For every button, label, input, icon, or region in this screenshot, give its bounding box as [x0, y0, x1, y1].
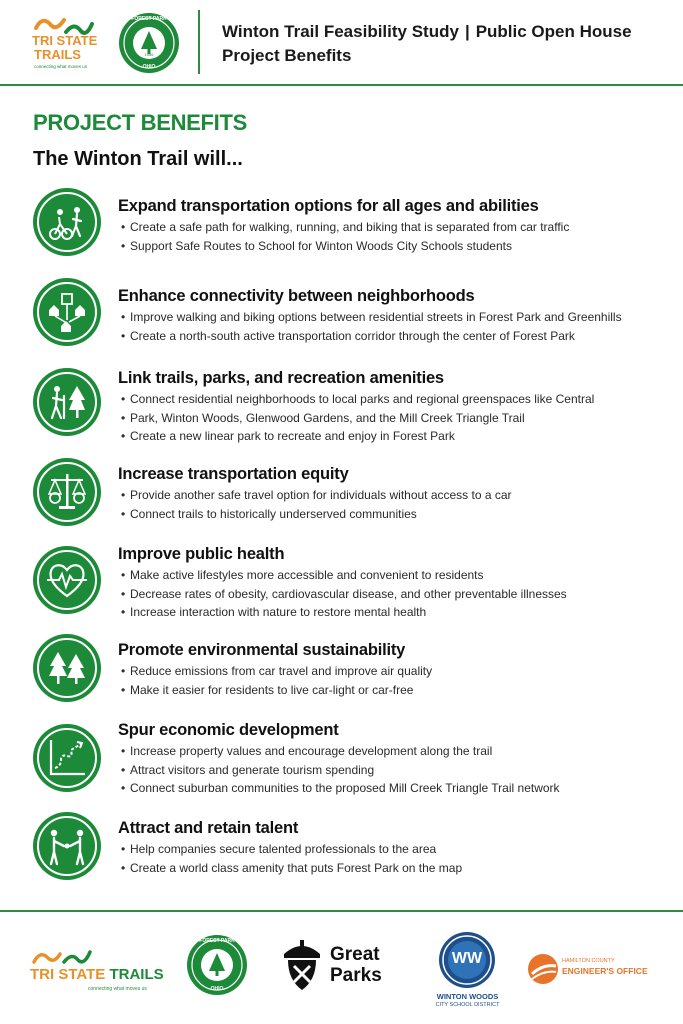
benefit-text: [118, 196, 673, 255]
winton-woods-logo: [420, 930, 515, 1010]
header-divider: [198, 10, 200, 74]
section-subtitle: The Winton Trail will...: [33, 148, 243, 170]
handshake-icon: [33, 812, 101, 880]
hc-county: HAMILTON COUNTY: [562, 958, 615, 964]
benefit-heading: Expand transportation options for all ages and abilities: [118, 197, 539, 215]
benefit-heading: Spur economic development: [118, 721, 339, 739]
header-title-event: Public Open House: [475, 22, 632, 41]
ww-district: CITY SCHOOL DISTRICT: [435, 1002, 500, 1008]
benefit-bullet: • Increase property values and encourage development along the trail: [118, 742, 673, 761]
benefit-text: [118, 544, 673, 622]
benefit-text: [118, 640, 673, 699]
benefit-text: [118, 464, 673, 523]
logo-fp-top-text: FOREST PARK: [131, 16, 167, 22]
gp-line1: Great: [330, 944, 380, 965]
benefit-heading: Enhance connectivity between neighborhoods: [118, 287, 475, 305]
benefit-bullet: • Attract visitors and generate tourism spending: [118, 761, 673, 780]
balance-scale-icon: [33, 458, 101, 526]
benefit-bullet: • Make active lifestyles more accessible and convenient to residents: [118, 566, 673, 585]
logo-tst-top-text: TRI STATE: [32, 33, 98, 48]
road-arrow-icon: [526, 952, 560, 986]
benefit-bullet: • Help companies secure talented professionals to the area: [118, 840, 673, 859]
growth-chart-icon: [33, 724, 101, 792]
neighborhood-network-icon: [33, 278, 101, 346]
benefit-heading: Link trails, parks, and recreation amenities: [118, 369, 444, 387]
acorn-icon: [278, 936, 326, 992]
footer-tst-part2: TRAILS: [109, 966, 164, 983]
benefit-heading: Increase transportation equity: [118, 465, 349, 483]
benefit-bullet: • Create a new linear park to recreate and enjoy in Forest Park: [118, 427, 673, 446]
benefit-bullet-continuation: • Park, Winton Woods, Glenwood Gardens, and the Mill Creek Triangle Trail: [118, 409, 673, 428]
header-title-study: Winton Trail Feasibility Study: [222, 22, 459, 41]
header-title: [222, 20, 632, 68]
footer-tst-part1: TRI STATE: [30, 966, 110, 983]
ww-name: WINTON WOODS: [436, 992, 499, 1001]
benefit-text: [118, 286, 673, 345]
forest-park-seal: [118, 12, 180, 74]
gp-line2: Parks: [330, 965, 382, 986]
benefit-bullet: • Create a world class amenity that puts Forest Park on the map: [118, 859, 673, 878]
footer-forest-park-seal: [186, 934, 248, 996]
hc-office: ENGINEER'S OFFICE: [562, 966, 648, 976]
pine-trees-icon: [33, 634, 101, 702]
logo-fp-bottom-text: OHIO: [142, 64, 156, 70]
footer-fp-top-text: FOREST PARK: [199, 938, 235, 944]
benefit-bullet: • Create a north-south active transportation corridor through the center of Forest Park: [118, 327, 673, 346]
header-title-line2: Project Benefits: [222, 46, 352, 65]
footer-tst-name: [30, 966, 164, 983]
heart-pulse-icon: [33, 546, 101, 614]
footer-tst-tagline: connecting what moves us: [88, 986, 147, 992]
benefit-bullet: • Connect suburban communities to the proposed Mill Creek Triangle Trail network: [118, 779, 673, 798]
footer-fp-bottom-text: OHIO: [210, 986, 224, 992]
logo-tst-tagline: connecting what moves us: [34, 64, 88, 69]
hamilton-county-engineer-logo: [526, 952, 656, 992]
benefit-bullet: • Provide another safe travel option for individuals without access to a car: [118, 486, 673, 505]
great-parks-text: [330, 944, 382, 986]
benefit-heading: Improve public health: [118, 545, 285, 563]
header-title-separator: |: [464, 22, 470, 41]
benefit-bullet: • Reduce emissions from car travel and improve air quality: [118, 662, 673, 681]
bike-walk-icon: [33, 188, 101, 256]
hiker-trees-icon: [33, 368, 101, 436]
ww-monogram: WW: [451, 950, 483, 967]
benefit-text: [118, 368, 673, 446]
benefit-bullet: • Decrease rates of obesity, cardiovascular disease, and other preventable illnesses: [118, 585, 673, 604]
benefit-heading: Attract and retain talent: [118, 819, 299, 837]
tri-state-trails-logo: [28, 12, 108, 74]
benefit-bullet: • Increase interaction with nature to restore mental health: [118, 603, 673, 622]
benefit-bullet: • Make it easier for residents to live car-light or car-free: [118, 681, 673, 700]
section-title: PROJECT BENEFITS: [33, 110, 248, 135]
benefit-bullet: • Improve walking and biking options between residential streets in Forest Park and Greenhills: [118, 308, 673, 327]
benefit-bullet: • Connect residential neighborhoods to local parks and regional greenspaces like Central: [118, 390, 673, 409]
logo-tst-bottom-text: TRAILS: [34, 47, 81, 62]
logo-fp-year: 1956: [144, 52, 154, 57]
benefit-bullet: • Support Safe Routes to School for Winton Woods City Schools students: [118, 237, 673, 256]
benefit-heading: Promote environmental sustainability: [118, 641, 406, 659]
benefit-text: [118, 818, 673, 877]
benefit-bullet: • Connect trails to historically underserved communities: [118, 505, 673, 524]
benefit-text: [118, 720, 673, 798]
page-footer: [0, 910, 683, 1024]
page-header: [0, 0, 683, 86]
great-parks-logo: [278, 936, 408, 996]
benefit-bullet: • Create a safe path for walking, running, and biking that is separated from car traffic: [118, 218, 673, 237]
